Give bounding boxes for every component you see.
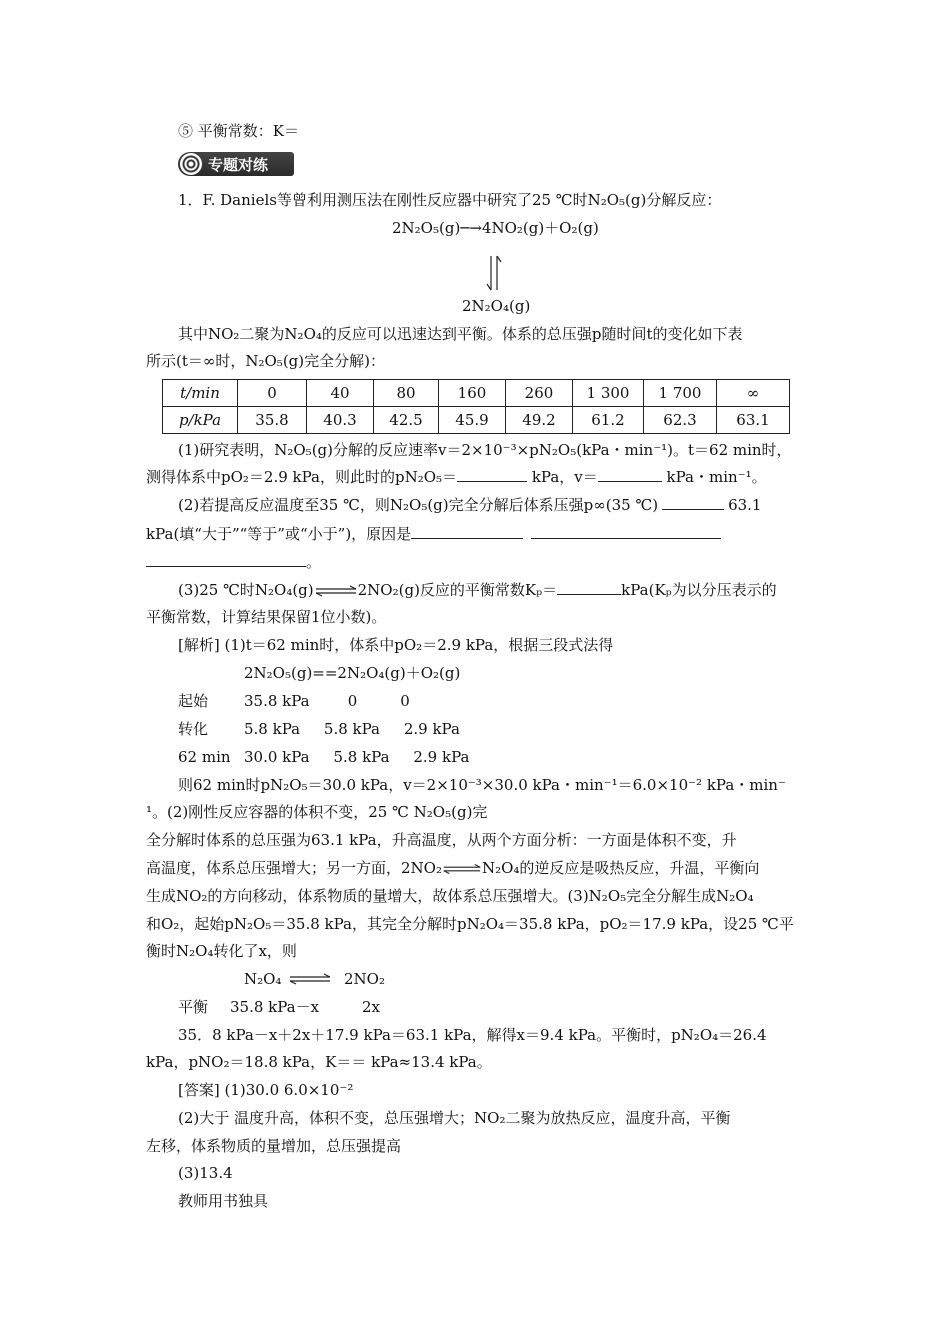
answer-line: [答案] (1)30.0 6.0×10⁻²: [178, 1081, 354, 1099]
table-cell: 35.8: [238, 407, 307, 434]
question-3-line: (3)25 ℃时N₂O₄(g) 2NO₂(g)反应的平衡常数Kₚ＝ kPa(Kₚ为以分压表示的: [178, 581, 777, 599]
paragraph-line: 所示(t＝∞时，N₂O₅(g)完全分解)：: [146, 352, 385, 370]
equilibrium-arrow-icon: [288, 973, 332, 985]
equilibrium-arrow-icon: [442, 863, 482, 875]
equilibrium-arrow-icon: [314, 585, 358, 597]
equilibrium-reactant: N₂O₄: [244, 970, 282, 988]
solution-line: kPa，pNO₂＝18.8 kPa，K＝＝ kPa≈13.4 kPa。: [146, 1053, 492, 1071]
target-icon: [180, 153, 202, 175]
table-cell: 160: [439, 380, 506, 407]
solution-line: 35．8 kPa－x＋2x＋17.9 kPa＝63.1 kPa，解得x＝9.4 kPa。平衡时，pN₂O₄＝26.4: [178, 1026, 767, 1044]
question-1-line: (1)研究表明，N₂O₅(g)分解的反应速率v＝2×10⁻³×pN₂O₅(kPa・min⁻¹)。t＝62 min时，: [178, 441, 792, 459]
table-cell: 1 700: [644, 380, 717, 407]
question-3-line: 平衡常数，计算结果保留1位小数)。: [146, 608, 387, 626]
stage-label: 转化: [178, 720, 209, 738]
table-cell: 61.2: [573, 407, 644, 434]
stage-label: 平衡: [178, 998, 209, 1016]
stage-label: 起始: [178, 692, 209, 710]
table-cell: 260: [506, 380, 573, 407]
table-cell: 45.9: [439, 407, 506, 434]
stage-values: 5.8 kPa 5.8 kPa 2.9 kPa: [244, 720, 460, 738]
question-2-line: (2)若提高反应温度至35 ℃，则N₂O₅(g)完全分解后体系压强p∞(35 ℃) 63.1: [178, 496, 762, 514]
solution-line: 全分解时体系的总压强为63.1 kPa，升高温度，从两个方面分析：一方面是体积不变，升: [146, 831, 737, 849]
stage-values: 30.0 kPa 5.8 kPa 2.9 kPa: [244, 748, 470, 766]
solution-line: ¹。(2)刚性反应容器的体积不变，25 ℃ N₂O₅(g)完: [146, 803, 488, 821]
formula-K: ⑤ 平衡常数：K＝: [178, 122, 299, 140]
solution-line: 和O₂，起始pN₂O₅＝35.8 kPa，其完全分解时pN₂O₄＝35.8 kPa，pO₂＝17.9 kPa，设25 ℃平: [146, 915, 794, 933]
pressure-time-table: [162, 379, 790, 434]
answer-blank[interactable]: [557, 580, 621, 595]
table-cell: ∞: [717, 380, 790, 407]
equilibrium-arrow-icon: [484, 254, 504, 292]
stage-label: 62 min: [178, 748, 231, 766]
table-row-pressure: [163, 407, 790, 434]
stage-values: 35.8 kPa 0 0: [244, 692, 410, 710]
teacher-note: 教师用书独具: [178, 1192, 269, 1210]
dimer-product: 2N₂O₄(g): [462, 297, 531, 315]
question-1-intro: 1．F. Daniels等曾利用测压法在刚性反应器中研究了25 ℃时N₂O₅(g)分解反应：: [178, 191, 722, 209]
table-cell: 40.3: [307, 407, 374, 434]
solution-line: 衡时N₂O₄转化了x，则: [146, 942, 297, 960]
table-cell: 1 300: [573, 380, 644, 407]
question-2-line: 。: [146, 552, 321, 572]
banner-title: 专题对练: [208, 156, 269, 174]
paragraph-line: 其中NO₂二聚为N₂O₄的反应可以迅速达到平衡。体系的总压强p随时间t的变化如下表: [178, 325, 743, 343]
solution-line: 高温度，体系总压强增大；另一方面，2NO₂ N₂O₄的逆反应是吸热反应，升温，平衡向: [146, 859, 760, 877]
answer-blank[interactable]: [411, 524, 523, 539]
solution-equation: 2N₂O₅(g)==2N₂O₄(g)＋O₂(g): [244, 664, 461, 682]
solution-line: [解析] (1)t＝62 min时，体系中pO₂＝2.9 kPa，根据三段式法得: [178, 636, 614, 654]
answer-line: (2)大于 温度升高，体积不变，总压强增大；NO₂二聚为放热反应，温度升高，平衡: [178, 1109, 731, 1127]
table-cell: 0: [238, 380, 307, 407]
section-banner: [178, 152, 294, 176]
answer-blank[interactable]: [531, 524, 721, 539]
answer-blank[interactable]: [598, 467, 662, 482]
solution-line: 则62 min时pN₂O₅＝30.0 kPa，v＝2×10⁻³×30.0 kPa・min⁻¹＝6.0×10⁻² kPa・min⁻: [178, 776, 786, 794]
table-row-time: [163, 380, 790, 407]
equilibrium-product: 2NO₂: [344, 970, 385, 988]
table-cell: 40: [307, 380, 374, 407]
solution-line: 生成NO₂的方向移动，体系物质的量增大，故体系总压强增大。(3)N₂O₅完全分解生成N₂O₄: [146, 887, 754, 905]
answer-blank[interactable]: [662, 495, 724, 510]
answer-blank[interactable]: [457, 467, 527, 482]
table-header: p/kPa: [163, 407, 238, 434]
table-header: t/min: [163, 380, 238, 407]
answer-line: 左移，体系物质的量增加，总压强提高: [146, 1137, 402, 1155]
table-cell: 62.3: [644, 407, 717, 434]
answer-blank[interactable]: [146, 552, 306, 567]
table-cell: 80: [374, 380, 439, 407]
table-cell: 49.2: [506, 407, 573, 434]
reaction-equation: 2N₂O₅(g)─→4NO₂(g)＋O₂(g): [392, 219, 599, 237]
answer-line: (3)13.4: [178, 1164, 233, 1182]
stage-values: 35.8 kPa－x 2x: [230, 998, 380, 1016]
table-cell: 42.5: [374, 407, 439, 434]
table-cell: 63.1: [717, 407, 790, 434]
question-2-line: kPa(填“大于”“等于”或“小于”)，原因是: [146, 524, 721, 544]
question-1-line: 测得体系中pO₂＝2.9 kPa，则此时的pN₂O₅＝ kPa，v＝ kPa・min⁻¹。: [146, 468, 767, 486]
